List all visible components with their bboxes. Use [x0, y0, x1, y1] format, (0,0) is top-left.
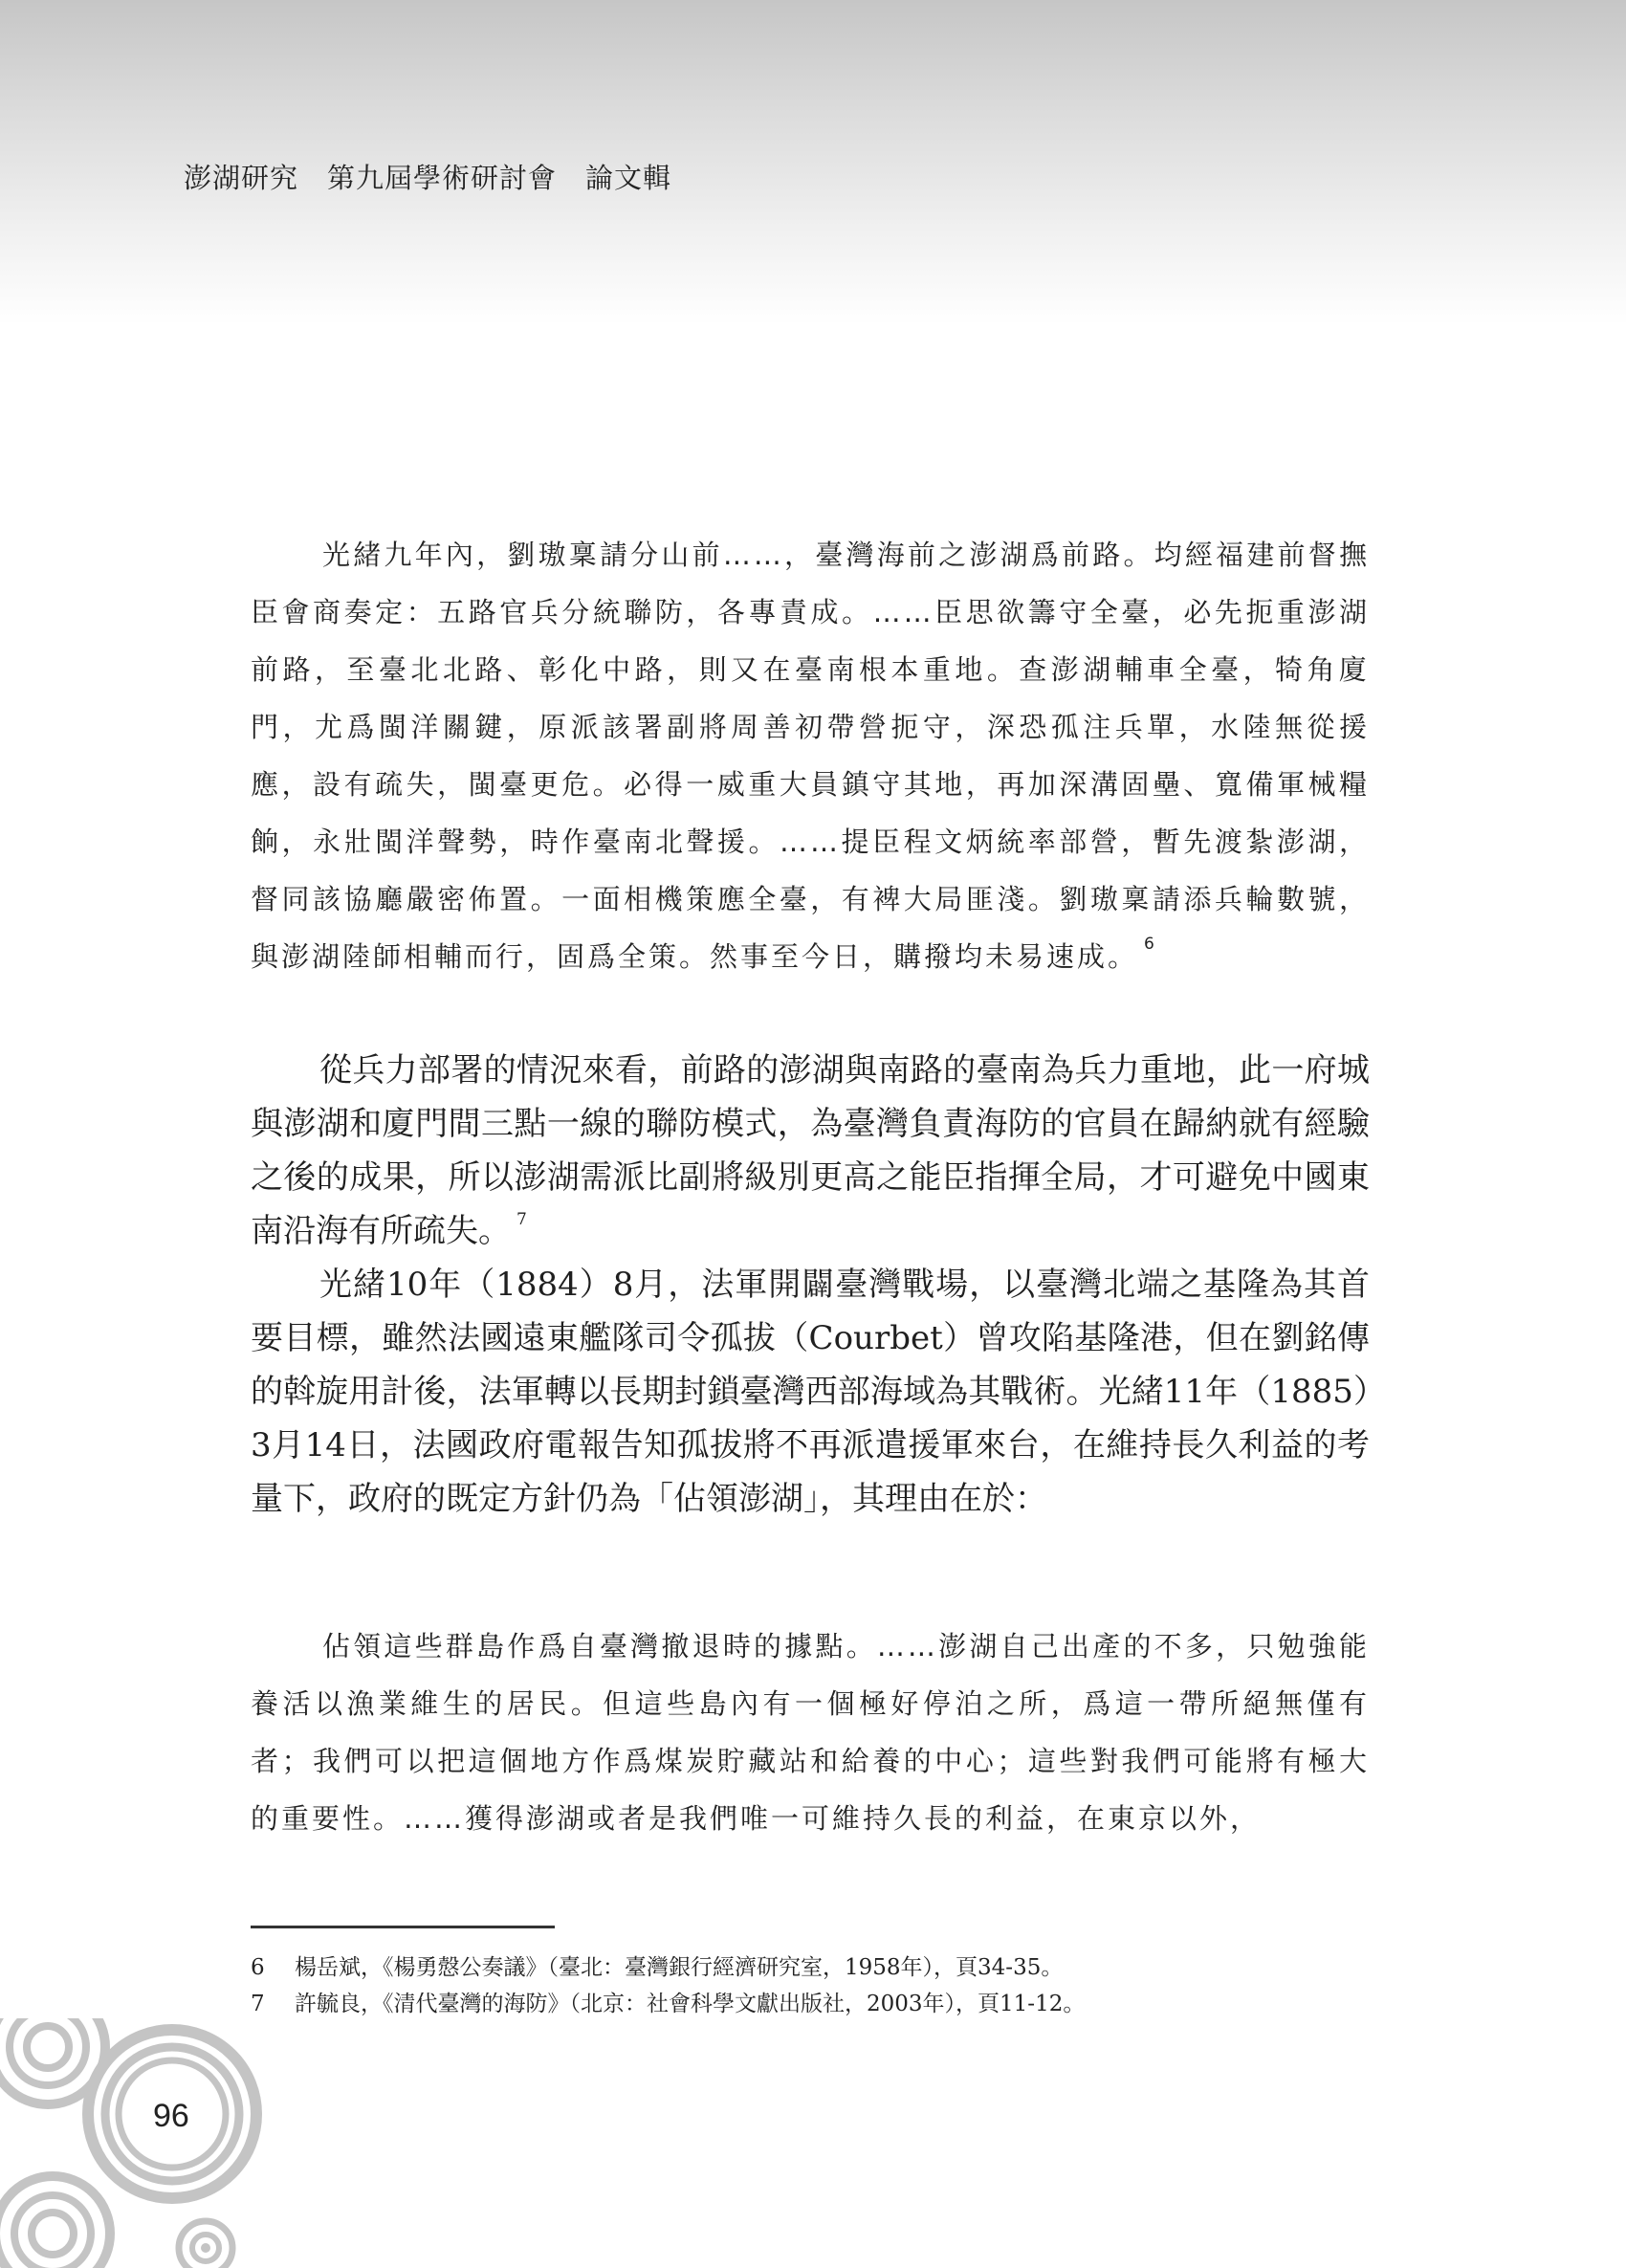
footnote-ref-6[interactable]: 6 [1144, 935, 1157, 954]
quote-2-text: 佔領這些群島作爲自臺灣撤退時的據點。……澎湖自己出產的不多，只勉強能養活以漁業維生的居民。但這些島內有一個極好停泊之所，爲這一帶所絕無僅有者；我們可以把這個地方作爲煤炭貯藏站和給養的中心；這些對我們可能將有極大的重要性。……獲得澎湖或者是我們唯一可維持久長的利益，在東京以外， [251, 1630, 1370, 1835]
quote-1-text: 光緒九年內，劉璈稟請分山前……，臺灣海前之澎湖爲前路。均經福建前督撫臣會商奏定：五路官兵分統聯防，各專責成。……臣思欲籌守全臺，必先扼重澎湖前路，至臺北北路、彰化中路，則又在臺南根本重地。查澎湖輔車全臺，犄角廈門，尤爲閩洋關鍵，原派該署副將周善初帶營扼守，深恐孤注兵單，水陸無從援應，設有疏失，閩臺更危。必得一威重大員鎮守其地，再加深溝固壘、寬備軍械糧餉，永壯閩洋聲勢，時作臺南北聲援。……提臣程文炳統率部營，暫先渡紮澎湖，督同該協廳嚴密佈置。一面相機策應全臺，有裨大局匪淺。劉璈稟請添兵輪數號，與澎湖陸師相輔而行，固爲全策。然事至今日，購撥均未易速成。 [251, 539, 1370, 973]
body-paragraph-1-text: 從兵力部署的情況來看，前路的澎湖與南路的臺南為兵力重地，此一府城與澎湖和廈門間三點一線的聯防模式，為臺灣負責海防的官員在歸納就有經驗之後的成果，所以澎湖需派比副將級別更高之能臣指揮全局，才可避免中國東南沿海有所疏失。 [251, 1051, 1370, 1250]
footnote-text: 許毓良，《清代臺灣的海防》（北京：社會科學文獻出版社，2003年），頁11-12。 [295, 1992, 1086, 2016]
conference-title: 第九屆學術研討會 [327, 162, 558, 194]
body-text [251, 1044, 1370, 1526]
footnote-divider [251, 1926, 555, 1928]
footnote-ref-7[interactable]: 7 [516, 1210, 527, 1229]
footnote-number: 6 [251, 1955, 265, 1980]
footnote-text: 楊岳斌，《楊勇慤公奏議》（臺北：臺灣銀行經濟研究室，1958年），頁34-35。 [295, 1955, 1064, 1980]
journal-title: 澎湖研究 [184, 162, 299, 194]
collection-title: 論文輯 [585, 162, 672, 194]
page-number: 96 [153, 2098, 189, 2134]
footnotes [251, 1949, 1398, 2022]
footnote-6 [251, 1949, 1398, 1986]
body-paragraph-1 [251, 1044, 1370, 1258]
concentric-circles-decoration-icon [0, 2018, 287, 2268]
running-header [184, 157, 700, 196]
footnote-7 [251, 1986, 1398, 2022]
footnote-number: 7 [251, 1992, 265, 2016]
block-quote-2 [251, 1618, 1370, 1847]
body-paragraph-2: 光緒10年（1884）8月，法軍開闢臺灣戰場，以臺灣北端之基隆為其首要目標，雖然法國遠東艦隊司令孤拔（Courbet）曾攻陷基隆港，但在劉銘傳的斡旋用計後，法軍轉以長期封鎖臺灣西部海域為其戰術。光緒11年（1885）3月14日，法國政府電報告知孤拔將不再派遣援軍來台，在維持長久利益的考量下，政府的既定方針仍為「佔領澎湖」，其理由在於： [251, 1266, 1370, 1518]
block-quote-1 [251, 526, 1370, 985]
